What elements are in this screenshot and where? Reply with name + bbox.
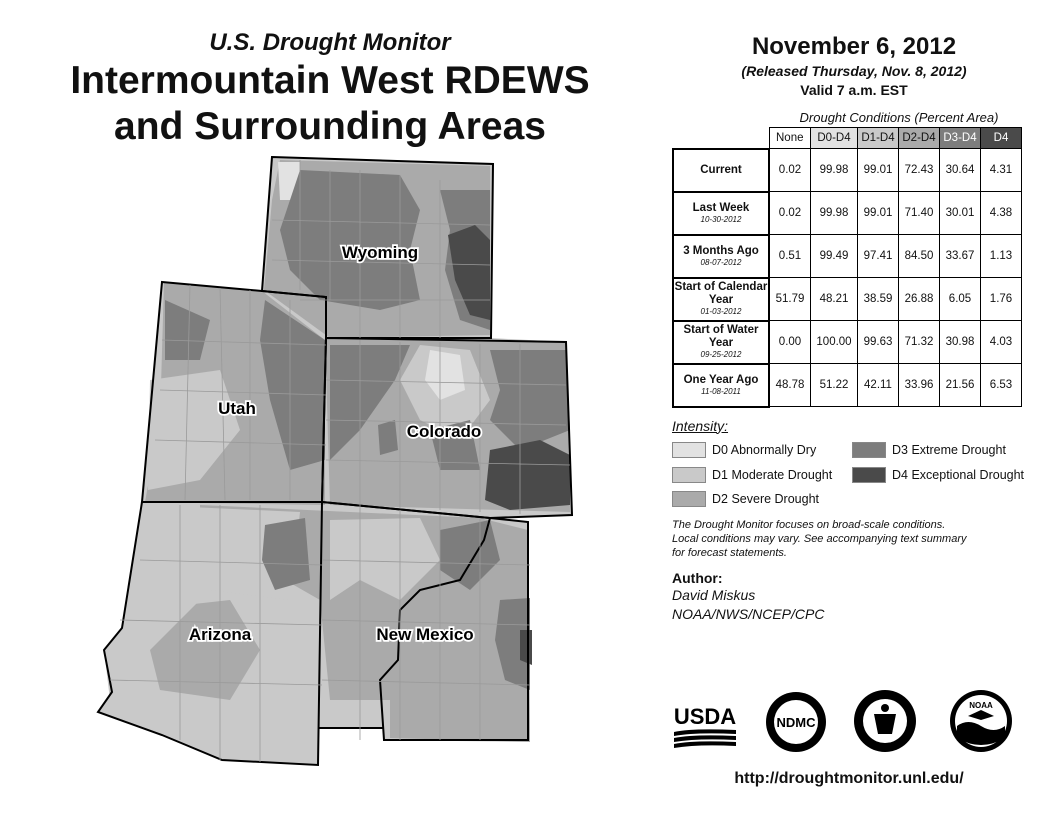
table-caption: Drought Conditions (Percent Area) (799, 110, 999, 125)
sup-title: U.S. Drought Monitor (209, 29, 451, 56)
legend-item-d4 (852, 467, 1024, 483)
col-header-d2-d4: D2-D4 (899, 128, 940, 149)
table-cell: 99.01 (858, 192, 899, 235)
svg-text:USDA: USDA (673, 704, 737, 729)
author-name: David Miskus (672, 586, 756, 603)
note-line: Local conditions may vary. See accompanying text summary (672, 532, 967, 545)
table-cell: 30.98 (940, 321, 981, 364)
legend-item-d1 (672, 467, 832, 483)
state-label-new-mexico: New Mexico (376, 625, 474, 644)
svg-text:NDMC: NDMC (776, 715, 816, 730)
legend-item-d0 (672, 442, 816, 458)
row-label: 3 Months Ago 08-07-2012 (673, 235, 769, 278)
table-cell: 4.03 (981, 321, 1022, 364)
col-header-d1-d4: D1-D4 (858, 128, 899, 149)
map-date: November 6, 2012 (751, 33, 957, 60)
release-date: (Released Thursday, Nov. 8, 2012) (741, 63, 967, 79)
legend-swatch (672, 467, 706, 483)
legend-label: D4 Exceptional Drought (892, 467, 1025, 482)
state-label-utah: Utah (218, 399, 256, 418)
table-cell: 99.98 (811, 192, 858, 235)
table-cell: 30.64 (940, 149, 981, 192)
col-header-d0-d4: D0-D4 (811, 128, 858, 149)
website-link[interactable]: http://droughtmonitor.unl.edu/ (734, 770, 964, 787)
legend-swatch (852, 442, 886, 458)
table-cell: 51.22 (811, 364, 858, 407)
table-cell: 71.32 (899, 321, 940, 364)
commerce-seal-logo (852, 688, 918, 754)
state-label-colorado: Colorado (406, 422, 482, 441)
legend-item-d2 (672, 491, 819, 507)
table-cell: 0.02 (769, 192, 811, 235)
d4-area-co (485, 440, 570, 510)
legend-label: D0 Abnormally Dry (712, 442, 817, 457)
table-row (673, 321, 1022, 364)
table-cell: 48.21 (811, 278, 858, 321)
legend-swatch (852, 467, 886, 483)
ndmc-logo (764, 690, 828, 754)
legend-title: Intensity: (672, 417, 729, 434)
usda-logo (672, 702, 738, 748)
d3-area-co-small (378, 420, 398, 455)
table-cell: 84.50 (899, 235, 940, 278)
noaa-logo (948, 688, 1014, 754)
note-line: for forecast statements. (672, 546, 787, 559)
table-cell: 26.88 (899, 278, 940, 321)
table-cell: 0.02 (769, 149, 811, 192)
table-cell: 71.40 (899, 192, 940, 235)
main-title-line1: Intermountain West RDEWS (70, 59, 590, 102)
table-cell: 6.53 (981, 364, 1022, 407)
table-cell: 99.63 (858, 321, 899, 364)
table-row (673, 364, 1022, 407)
table-cell: 1.13 (981, 235, 1022, 278)
state-label-wyoming: Wyoming (341, 243, 419, 262)
col-header-d3-d4: D3-D4 (940, 128, 981, 149)
table-cell: 72.43 (899, 149, 940, 192)
table-cell: 42.11 (858, 364, 899, 407)
legend (672, 434, 1044, 516)
table-cell: 99.49 (811, 235, 858, 278)
table-cell: 38.59 (858, 278, 899, 321)
table-row (673, 149, 1022, 192)
table-header-row (673, 128, 1022, 149)
state-label-arizona: Arizona (188, 625, 252, 644)
drought-conditions-table (672, 127, 1022, 408)
table-cell: 33.96 (899, 364, 940, 407)
author-title: Author: (672, 569, 723, 586)
row-label: One Year Ago 11-08-2011 (673, 364, 769, 407)
table-row (673, 278, 1022, 321)
col-header-d4: D4 (981, 128, 1022, 149)
legend-label: D3 Extreme Drought (892, 442, 1006, 457)
table-row (673, 192, 1022, 235)
note-line: The Drought Monitor focuses on broad-scale conditions. (672, 518, 946, 531)
note (672, 518, 1044, 560)
legend-swatch (672, 491, 706, 507)
valid-time: Valid 7 a.m. EST (800, 82, 908, 98)
table-cell: 1.76 (981, 278, 1022, 321)
table-cell: 0.51 (769, 235, 811, 278)
table-cell: 4.31 (981, 149, 1022, 192)
table-cell: 33.67 (940, 235, 981, 278)
main-title-line2: and Surrounding Areas (114, 105, 546, 148)
col-header-none: None (769, 128, 811, 149)
legend-swatch (672, 442, 706, 458)
author-org: NOAA/NWS/NCEP/CPC (672, 605, 825, 622)
title-block (20, 28, 640, 150)
info-panel (664, 32, 1044, 624)
legend-label: D1 Moderate Drought (712, 467, 833, 482)
row-label: Start of Water Year 09-25-2012 (673, 321, 769, 364)
d4-area-nm (520, 630, 532, 665)
table-cell: 100.00 (811, 321, 858, 364)
table-cell: 48.78 (769, 364, 811, 407)
table-cell: 21.56 (940, 364, 981, 407)
table-row (673, 235, 1022, 278)
table-cell: 99.98 (811, 149, 858, 192)
table-cell: 0.00 (769, 321, 811, 364)
table-corner (673, 128, 769, 149)
table-cell: 97.41 (858, 235, 899, 278)
logos (672, 688, 1022, 758)
row-label: Current (673, 149, 769, 192)
table-cell: 99.01 (858, 149, 899, 192)
legend-label: D2 Severe Drought (712, 491, 820, 506)
row-label: Last Week 10-30-2012 (673, 192, 769, 235)
row-label: Start of Calendar Year 01-03-2012 (673, 278, 769, 321)
table-cell: 6.05 (940, 278, 981, 321)
table-cell: 4.38 (981, 192, 1022, 235)
map-fill (98, 157, 572, 765)
svg-text:NOAA: NOAA (969, 701, 993, 710)
table-cell: 51.79 (769, 278, 811, 321)
legend-item-d3 (852, 442, 1006, 458)
table-cell: 30.01 (940, 192, 981, 235)
